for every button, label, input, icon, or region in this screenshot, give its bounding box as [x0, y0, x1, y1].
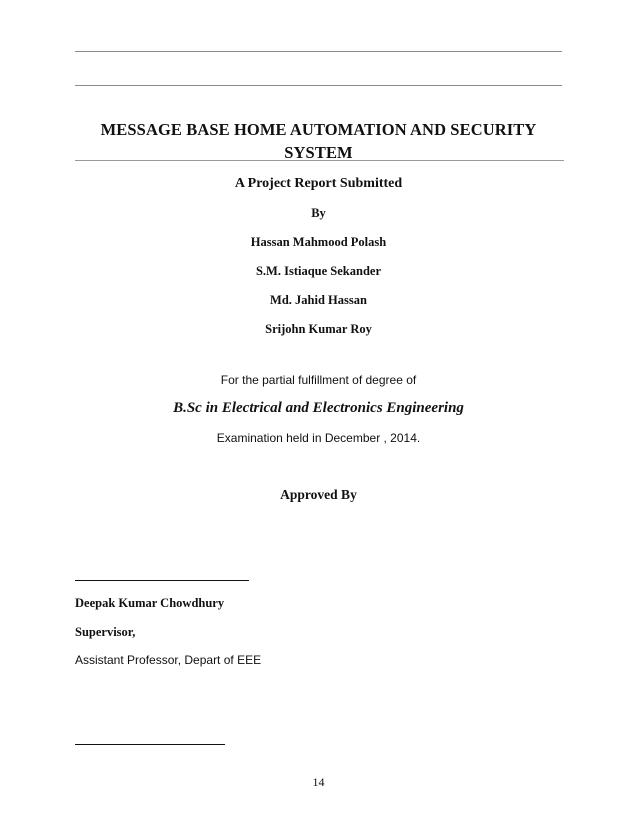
- author-name: Md. Jahid Hassan: [270, 293, 367, 307]
- title-underline: [75, 160, 564, 161]
- page-number: 14: [312, 775, 325, 789]
- supervisor-name: Deepak Kumar Chowdhury: [75, 596, 225, 610]
- by-label: By: [311, 206, 326, 220]
- header-rule-top: [75, 51, 562, 52]
- author-name: S.M. Istiaque Sekander: [255, 264, 382, 278]
- author-name: Hassan Mahmood Polash: [250, 235, 387, 249]
- header-rule-bottom: [75, 85, 562, 86]
- degree-name: B.Sc in Electrical and Electronics Engineering: [173, 400, 464, 416]
- approved-by-heading: Approved By: [280, 487, 357, 502]
- second-signature-line: [75, 744, 225, 745]
- partial-fulfillment-text: For the partial fulfillment of degree of: [220, 373, 417, 387]
- report-subtitle: A Project Report Submitted: [234, 176, 403, 191]
- examination-text: Examination held in December , 2014.: [216, 431, 421, 445]
- supervisor-title: Assistant Professor, Depart of EEE: [75, 653, 262, 667]
- author-name: Srijohn Kumar Roy: [265, 322, 372, 336]
- supervisor-role: Supervisor,: [75, 625, 136, 639]
- supervisor-signature-line: [75, 580, 249, 581]
- report-title: MESSAGE BASE HOME AUTOMATION AND SECURITY SYSTEM: [100, 120, 537, 162]
